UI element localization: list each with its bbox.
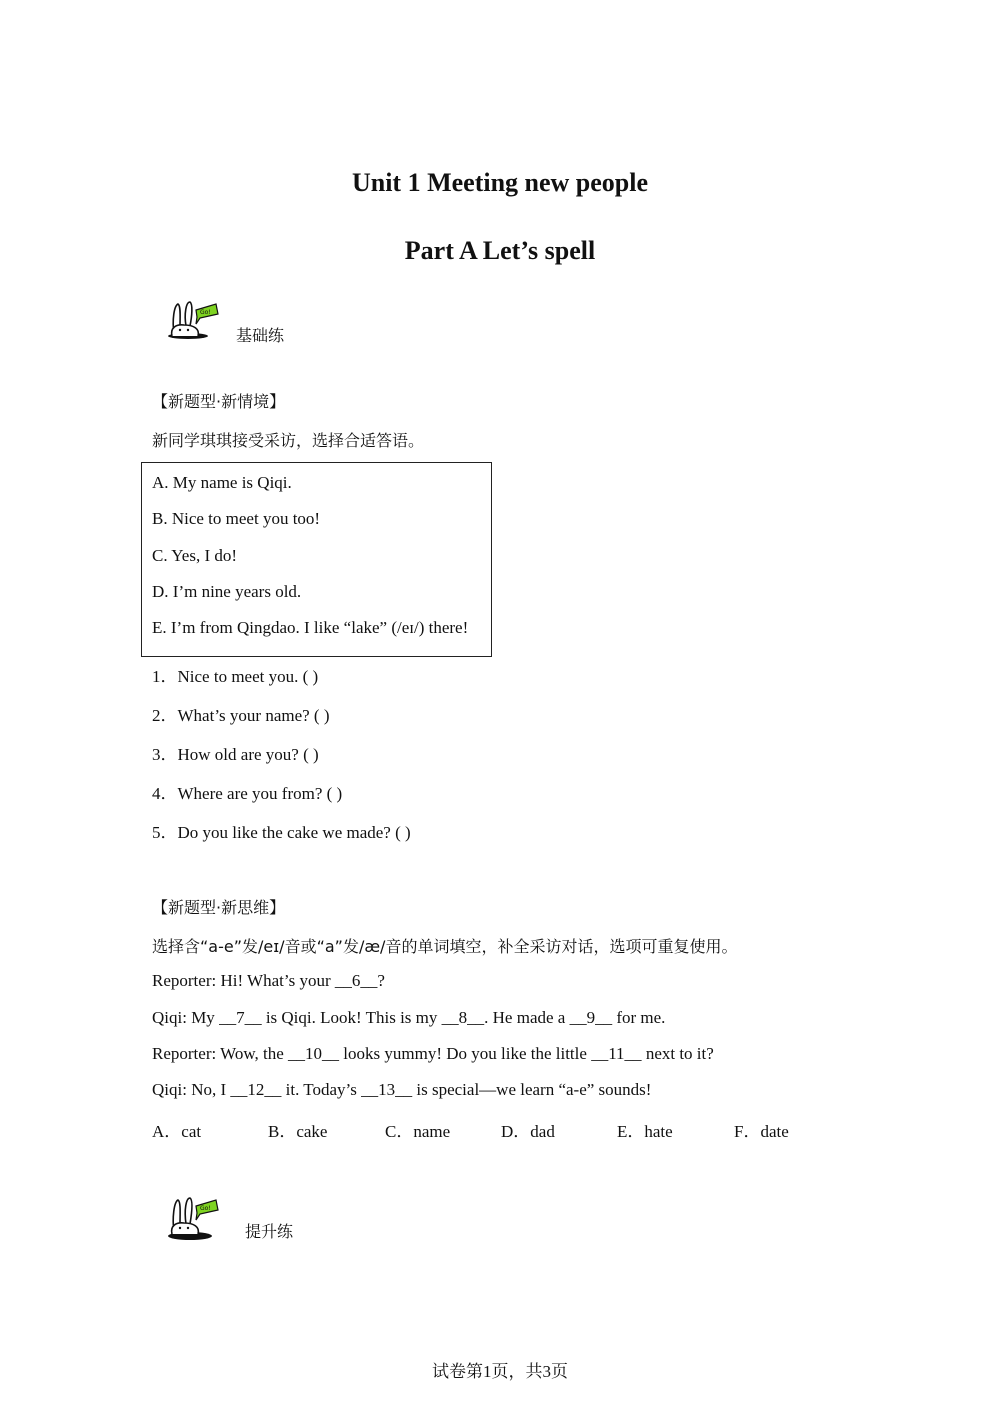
- page-title: Unit 1 Meeting new people: [351, 168, 649, 197]
- blank-8: __8__: [441, 1008, 485, 1027]
- svg-text:Go!: Go!: [200, 309, 211, 316]
- instruction: 选择含“a-e”发/eɪ/音或“a”发/æ/音的单词填空，补全采访对话，选项可重复使用。: [152, 937, 738, 956]
- dialogue-line: Qiqi: No, I __12__ it. Today’s __13__ is special—we learn “a-e” sounds!: [152, 1080, 652, 1099]
- section-label-advanced: 提升练: [245, 1222, 294, 1241]
- choice-e: E．hate: [617, 1122, 673, 1141]
- blank-12: __12__: [230, 1080, 282, 1099]
- blank-7: __7__: [219, 1008, 262, 1027]
- instruction: 新同学琪琪接受采访，选择合适答语。: [152, 431, 425, 450]
- option-c: C. Yes, I do!: [152, 546, 238, 565]
- blank-9: __9__: [569, 1008, 613, 1027]
- dialogue-line: Reporter: Hi! What’s your __6__?: [152, 971, 385, 990]
- blank-6: __6__: [334, 971, 378, 990]
- question-1: 1．Nice to meet you. ( ): [152, 667, 319, 686]
- svg-text:Go!: Go!: [200, 1205, 211, 1212]
- option-b: B. Nice to meet you too!: [152, 509, 321, 528]
- bunny-mascot-icon: [166, 1196, 220, 1242]
- choice-b: B．cake: [268, 1122, 328, 1141]
- blank-10: __10__: [288, 1044, 340, 1063]
- blank-13: __13__: [361, 1080, 413, 1099]
- question-type-tag: 【新题型·新思维】: [152, 898, 286, 917]
- dialogue-line: Qiqi: My __7__ is Qiqi. Look! This is my __8__. He made a __9__ for me.: [152, 1008, 666, 1027]
- question-3: 3．How old are you? ( ): [152, 745, 319, 764]
- choice-f: F．date: [734, 1122, 789, 1141]
- option-d: D. I’m nine years old.: [152, 582, 302, 601]
- question-type-tag: 【新题型·新情境】: [152, 392, 286, 411]
- choice-c: C．name: [385, 1122, 451, 1141]
- question-4: 4．Where are you from? ( ): [152, 784, 343, 803]
- bunny-mascot-icon: [166, 300, 220, 346]
- section-label-basic: 基础练: [236, 326, 285, 345]
- option-a: A. My name is Qiqi.: [152, 473, 292, 492]
- blank-11: __11__: [591, 1044, 642, 1063]
- question-5: 5．Do you like the cake we made? ( ): [152, 823, 411, 842]
- option-e: E. I’m from Qingdao. I like “lake” (/eɪ/) there!: [152, 618, 469, 637]
- page-subtitle: Part A Let’s spell: [404, 236, 596, 265]
- page-footer: 试卷第1页，共3页: [432, 1362, 568, 1381]
- choice-a: A．cat: [152, 1122, 202, 1141]
- dialogue-line: Reporter: Wow, the __10__ looks yummy! Do you like the little __11__ next to it?: [152, 1044, 714, 1063]
- question-2: 2．What’s your name? ( ): [152, 706, 330, 725]
- choice-d: D．dad: [501, 1122, 555, 1141]
- options-box: [141, 462, 492, 657]
